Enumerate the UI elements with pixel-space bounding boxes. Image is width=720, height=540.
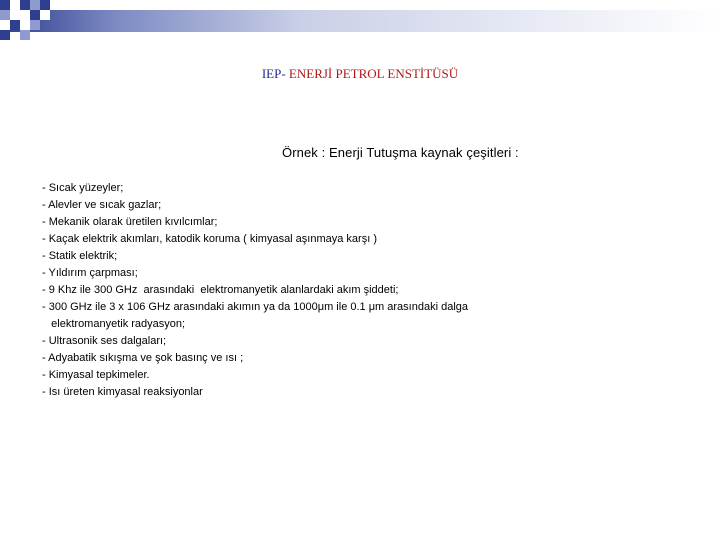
ignition-sources-list — [42, 180, 602, 401]
list-item-continuation: elektromanyetik radyasyon; — [42, 318, 186, 330]
list-item: - Mekanik olarak üretilen kıvılcımlar; — [42, 216, 218, 228]
title-prefix: IEP- — [261, 66, 286, 81]
list-item: - Statik elektrik; — [42, 250, 118, 262]
list-item: - Sıcak yüzeyler; — [42, 182, 124, 194]
title-main: ENERJİ PETROL ENSTİTÜSÜ — [285, 66, 459, 81]
list-item: - Isı üreten kimyasal reaksiyonlar — [42, 386, 203, 398]
list-item: - Kaçak elektrik akımları, katodik koruma ( kimyasal aşınmaya karşı ) — [42, 233, 377, 245]
list-item: - Alevler ve sıcak gazlar; — [42, 199, 162, 211]
corner-checker-decoration — [0, 0, 60, 48]
list-item: - Yıldırım çarpması; — [42, 267, 138, 279]
list-item: - 300 GHz ile 3 x 106 GHz arasındaki akımın ya da 1000μm ile 0.1 μm arasındaki dalga — [42, 301, 468, 313]
list-item: - Adyabatik sıkışma ve şok basınç ve ısı ; — [42, 352, 244, 364]
list-item: - Ultrasonik ses dalgaları; — [42, 335, 167, 347]
top-decorative-band — [0, 10, 720, 32]
slide-title — [0, 66, 720, 82]
slide-subtitle: Örnek : Enerji Tutuşma kaynak çeşitleri : — [282, 145, 519, 160]
list-item: - Kimyasal tepkimeler. — [42, 369, 150, 381]
list-item: - 9 Khz ile 300 GHz arasındaki elektromanyetik alanlardaki akım şiddeti; — [42, 284, 399, 296]
